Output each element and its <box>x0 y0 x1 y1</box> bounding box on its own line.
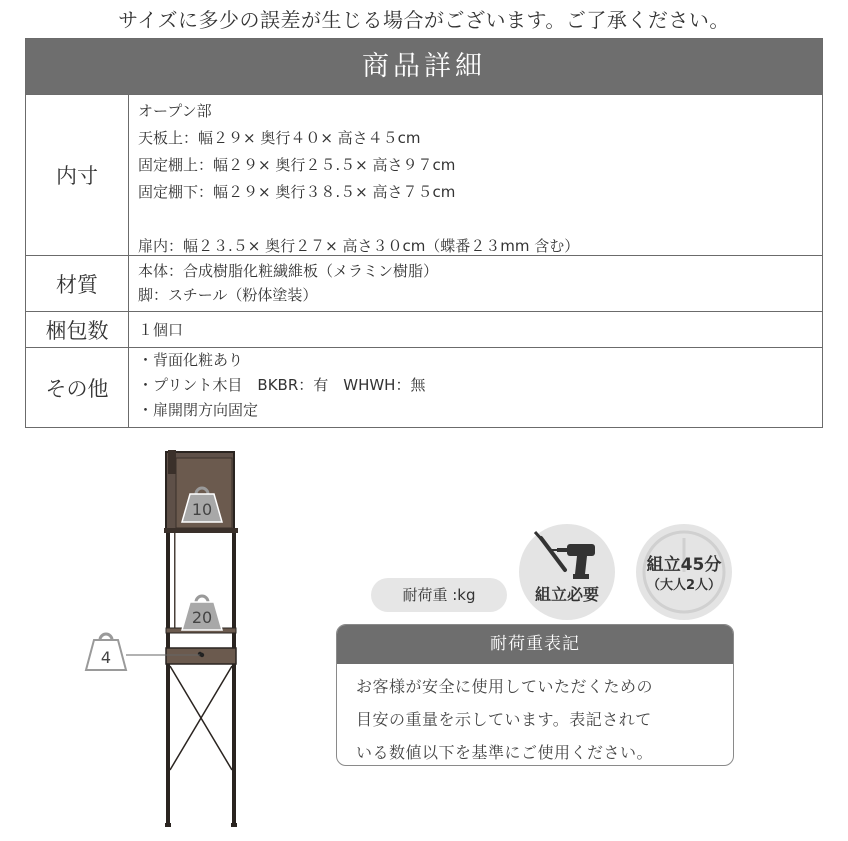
weight-value-middle: 20 <box>191 608 213 627</box>
spec-value-packages <box>129 312 192 347</box>
spec-line: 固定棚上：幅２９× 奥行２５.５× 高さ９７cm <box>138 156 456 174</box>
spec-line: ・扉開閉方向固定 <box>138 401 259 419</box>
spec-value-other <box>129 348 434 427</box>
spec-label-material: 材質 <box>26 256 129 311</box>
assembly-required-label: 組立必要 <box>534 585 599 604</box>
spec-row-dimensions <box>26 94 822 255</box>
load-notation-line: いる数値以下を基準にご使用ください。 <box>356 743 654 762</box>
load-unit-pill: 耐荷重 :kg <box>371 578 507 612</box>
spec-line: 固定棚下：幅２９× 奥行３８.５× 高さ７５cm <box>138 183 456 201</box>
weight-value-top: 10 <box>191 500 213 519</box>
spec-line: １個口 <box>138 321 184 339</box>
spec-line-blank <box>138 206 579 233</box>
assembly-people-label: （大人2人） <box>646 578 722 593</box>
spec-label-packages: 梱包数 <box>26 312 129 347</box>
spec-label-other: その他 <box>26 348 129 427</box>
load-notation-box <box>336 624 734 766</box>
spec-line: ・プリント木目 BKBR：有 WHWH：無 <box>138 376 426 394</box>
weight-value-bottom: 4 <box>100 648 112 667</box>
spec-line: 扉内：幅２３.５× 奥行２７× 高さ３０cm（蝶番２３mm 含む） <box>138 237 580 255</box>
load-notation-line: 目安の重量を示しています。表記されて <box>356 710 652 729</box>
load-notation-line: お客様が安全に使用していただくための <box>356 677 654 696</box>
size-notice: サイズに多少の誤差が生じる場合がございます。ご了承ください。 <box>118 8 730 32</box>
load-notation-text <box>337 664 733 766</box>
spec-row-packages <box>26 311 822 347</box>
tools-icon <box>527 530 607 584</box>
assembly-time-label: 組立45分 <box>646 555 722 575</box>
product-spec-table <box>25 38 823 428</box>
spec-line: 天板上：幅２９× 奥行４０× 高さ４５cm <box>138 129 421 147</box>
assembly-time-badge <box>636 524 732 620</box>
spec-value-dimensions <box>129 95 588 255</box>
spec-row-other <box>26 347 822 427</box>
weight-marker-top <box>180 484 224 524</box>
spec-value-material <box>129 256 447 311</box>
spec-line: 本体：合成樹脂化粧繊維板（メラミン樹脂） <box>138 262 439 280</box>
weight-marker-bottom <box>84 630 128 672</box>
spec-line: 脚：スチール（粉体塗装） <box>138 286 318 304</box>
spec-title: 商品詳細 <box>26 39 822 94</box>
spec-label-dimensions: 内寸 <box>26 95 129 255</box>
spec-line: ・背面化粧あり <box>138 351 244 369</box>
spec-line: オープン部 <box>138 102 212 120</box>
weight-pointer-line <box>126 652 206 658</box>
weight-marker-middle <box>180 592 224 632</box>
spec-row-material <box>26 255 822 311</box>
assembly-required-badge <box>519 524 615 620</box>
load-notation-title: 耐荷重表記 <box>337 625 733 664</box>
